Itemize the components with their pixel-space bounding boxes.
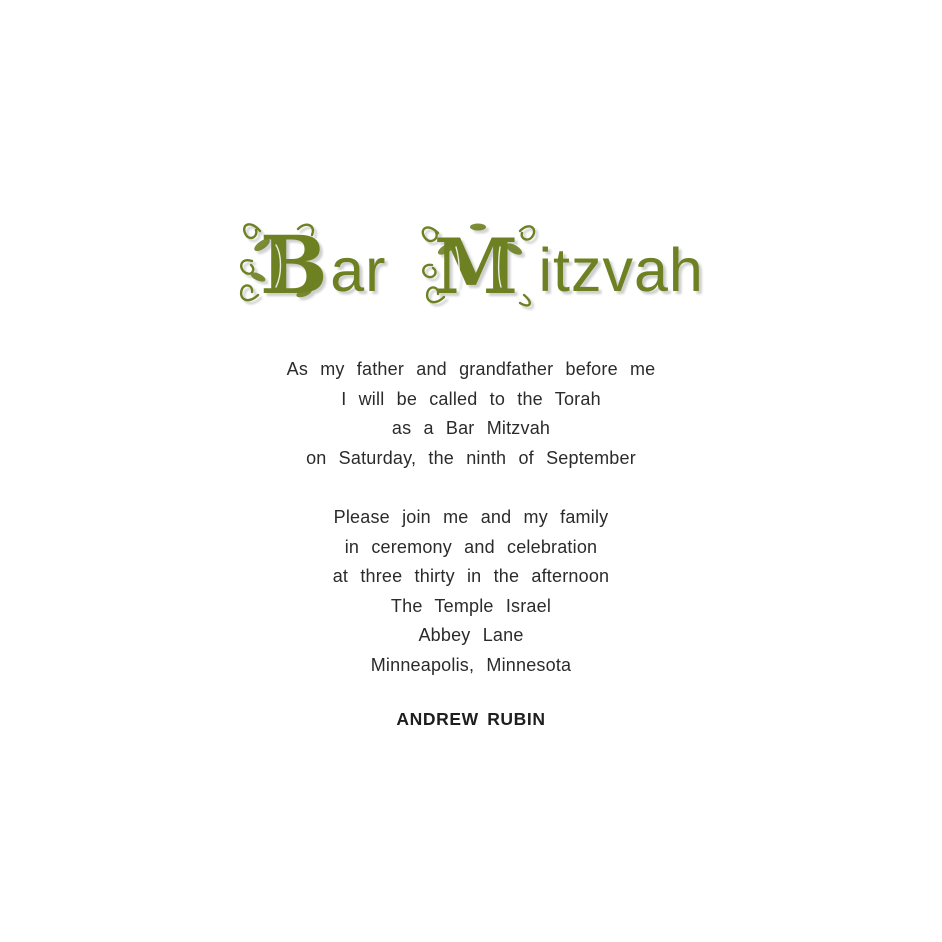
page-title — [0, 215, 942, 307]
svg-text:B: B — [260, 218, 328, 307]
verse1-line1: As my father and grandfather before me — [286, 359, 656, 379]
verse1-line2: I will be called to the Torah — [341, 388, 601, 409]
venue-name: The Temple Israel — [390, 595, 552, 616]
verse-paragraph-2 — [0, 503, 942, 680]
invitation-content — [0, 215, 942, 730]
title-word1-rest: ar — [330, 236, 387, 304]
svg-text:M: M — [434, 222, 519, 307]
verse2-line2: in ceremony and celebration — [344, 536, 598, 557]
verse1-line4: on Saturday, the ninth of September — [306, 447, 636, 468]
venue-city: Minneapolis, Minnesota — [370, 654, 572, 675]
verse2-line3: at three thirty in the afternoon — [332, 566, 610, 586]
verse1-line3: as a Bar Mitzvah — [391, 418, 551, 438]
ornate-initial-b-icon — [238, 215, 330, 307]
verse-paragraph-1 — [0, 355, 942, 473]
venue-street: Abbey Lane — [418, 625, 524, 645]
honoree-name: ANDREW RUBIN — [396, 709, 546, 729]
title-word2-rest: itzvah — [538, 236, 704, 304]
ornate-initial-m-icon — [420, 215, 538, 307]
verse2-line1: Please join me and my family — [333, 507, 609, 527]
